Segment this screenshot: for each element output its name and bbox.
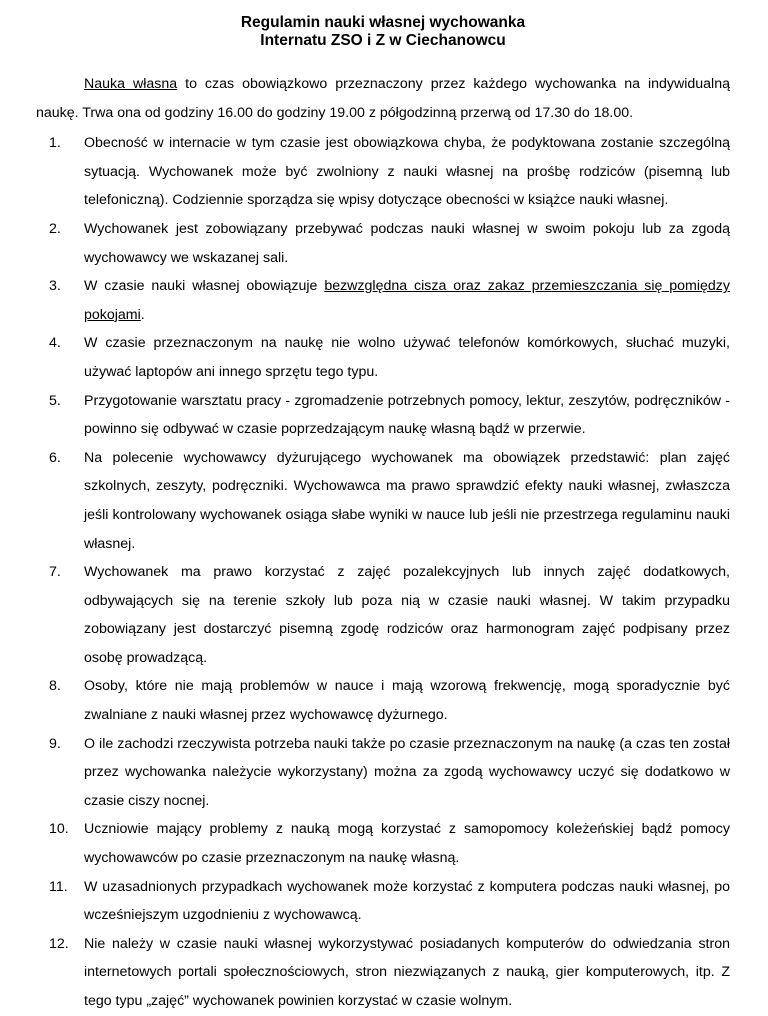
rule-text: Nie należy w czasie nauki własnej wykorzystywać posiadanych komputerów do odwiedzania stron internetowych portali społecznościowych, stron niezwiązanych z nauką, gier komputerowych, itp. Z tego typu „zajęć” wychowanek powinien korzystać w czasie wolnym. [84, 935, 730, 1009]
rule-number: 6. [49, 449, 61, 466]
rule-text: W czasie nauki własnej obowiązuje [84, 278, 325, 295]
document-page [36, 14, 730, 1016]
rules-list [36, 129, 730, 1015]
document-title [36, 14, 730, 50]
rule-number: 2. [49, 220, 61, 237]
rule-text: Przygotowanie warsztatu pracy - zgromadzenie potrzebnych pomocy, lektur, zeszytów, podręczników - powinno się odbywać w czasie poprzedzającym naukę własną bądź w przerwie. [84, 392, 730, 438]
intro-text: to czas obowiązkowo przeznaczony przez każdego wychowanka na indywidualną naukę. Trwa ona od godziny 16.00 do godziny 19.00 z półgodzinną przerwą od 17.30 do 18.00. [36, 76, 730, 121]
rule-item [36, 387, 730, 444]
rule-text: Wychowanek ma prawo korzystać z zajęć pozalekcyjnych lub innych zajęć dodatkowych, odbywających się na terenie szkoły lub poza nią w czasie nauki własnej. W takim przypadku zobowiązany jest dostarczyć pisemną zgodę rodziców oraz harmonogram zajęć podpisany przez osobę prowadzącą. [84, 564, 730, 666]
rule-text: Wychowanek jest zobowiązany przebywać podczas nauki własnej w swoim pokoju lub za zgodą wychowawcy we wskazanej sali. [84, 220, 730, 266]
rule-item [36, 672, 730, 729]
rule-number: 8. [49, 678, 61, 695]
rule-number: 1. [49, 135, 61, 152]
intro-paragraph [36, 70, 730, 127]
rule-text: Na polecenie wychowawcy dyżurującego wychowanek ma obowiązek przedstawić: plan zajęć szkolnych, zeszyty, podręczniki. Wychowawca ma prawo sprawdzić efekty nauki własnej, zwłaszcza jeśli kontrolowany wychowanek osiąga słabe wyniki w nauce lub jeśli nie przestrzega regulaminu nauki własnej. [84, 449, 730, 552]
rule-text: W czasie przeznaczonym na naukę nie wolno używać telefonów komórkowych, słuchać muzyki, używać laptopów ani innego sprzętu tego typu. [84, 335, 730, 380]
rule-item [36, 215, 730, 272]
rule-number: 11. [49, 878, 68, 895]
rule-text: W uzasadnionych przypadkach wychowanek może korzystać z komputera podczas nauki własnej, po wcześniejszym uzgodnieniu z wychowawcą. [84, 878, 730, 924]
rule-number: 3. [49, 278, 61, 295]
rule-item [36, 873, 730, 930]
rule-item [36, 272, 730, 329]
rule-item [36, 444, 730, 558]
title-line-2: Internatu ZSO i Z w Ciechanowcu [260, 32, 506, 49]
intro-term: Nauka własna [84, 76, 178, 92]
rule-item [36, 558, 730, 672]
rule-text-underlined: bezwzględna cisza oraz zakaz przemieszczania się pomiędzy pokojami [84, 278, 730, 323]
rule-item [36, 730, 730, 816]
rule-item [36, 815, 730, 872]
rule-text: O ile zachodzi rzeczywista potrzeba nauki także po czasie przeznaczonym na naukę (a czas ten został przez wychowanka należycie wykorzystany) można za zgodą wychowawcy uczyć się dodatkowo w czasie ciszy nocnej. [84, 735, 730, 809]
rule-number: 10. [49, 821, 69, 838]
rule-item [36, 329, 730, 386]
rule-number: 9. [49, 735, 61, 752]
rule-text-end: . [140, 306, 145, 323]
rule-text: Uczniowie mający problemy z nauką mogą korzystać z samopomocy koleżeńskiej bądź pomocy wychowawców po czasie przeznaczonym na naukę własną. [84, 821, 730, 867]
rule-item [36, 930, 730, 1016]
rule-item [36, 129, 730, 215]
rule-number: 5. [49, 392, 61, 409]
title-line-1: Regulamin nauki własnej wychowanka [240, 14, 526, 31]
rule-number: 7. [49, 564, 61, 581]
rule-text: Obecność w internacie w tym czasie jest obowiązkowa chyba, że podyktowana zostanie szczególną sytuacją. Wychowanek może być zwolniony z nauki własnej na prośbę rodziców (pisemną lub telefoniczną). Codziennie sporządza się wpisy dotyczące obecności w książce nauki własnej. [84, 135, 730, 209]
rule-text: Osoby, które nie mają problemów w nauce i mają wzorową frekwencję, mogą sporadycznie być zwalniane z nauki własnej przez wychowawcę dyżurnego. [84, 678, 730, 724]
rule-number: 4. [49, 335, 61, 352]
rule-number: 12. [49, 935, 69, 952]
